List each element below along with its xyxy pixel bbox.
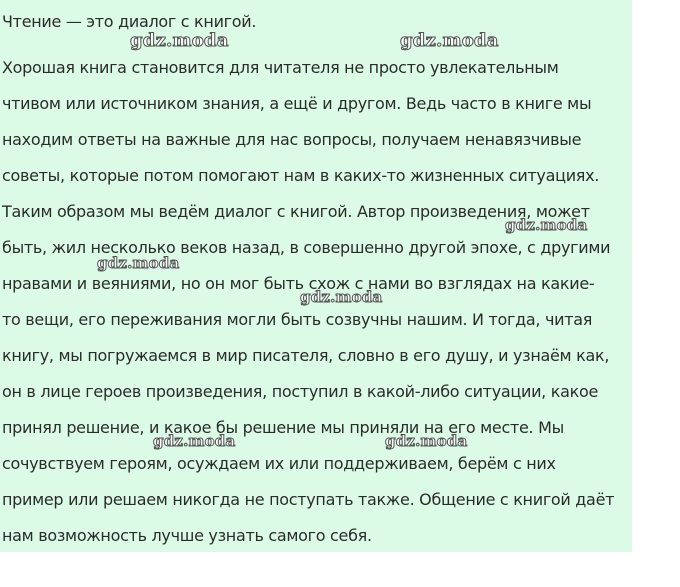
- essay-line: сочувствуем героям, осуждаем их или поддерживаем, берём с них: [2, 454, 556, 473]
- essay-line: быть, жил несколько веков назад, в совершенно другой эпохе, с другими: [2, 238, 611, 257]
- essay-line: находим ответы на важные для нас вопросы, получаем ненавязчивые: [2, 130, 582, 149]
- watermark: gdz.moda: [385, 432, 468, 450]
- essay-line: то вещи, его переживания могли быть созвучны нашим. И тогда, читая: [2, 310, 593, 329]
- watermark: gdz.moda: [97, 254, 180, 272]
- essay-line: пример или решаем никогда не поступать также. Общение с книгой даёт: [2, 490, 615, 509]
- essay-line: чтивом или источником знания, а ещё и другом. Ведь часто в книге мы: [2, 94, 592, 113]
- essay-line: советы, которые потом помогают нам в каких-то жизненных ситуациях.: [2, 166, 600, 185]
- watermark: gdz.moda: [130, 30, 229, 51]
- watermark: gdz.moda: [153, 432, 236, 450]
- essay-line: нам возможность лучше узнать самого себя.: [2, 526, 372, 545]
- essay-line: Таким образом мы ведём диалог с книгой. Автор произведения, может: [2, 202, 590, 221]
- essay-title-line: Чтение — это диалог с книгой.: [2, 12, 257, 31]
- watermark: gdz.moda: [400, 30, 499, 51]
- essay-line: принял решение, и какое бы решение мы приняли на его месте. Мы: [2, 418, 564, 437]
- essay-line: он в лице героев произведения, поступил в какой-либо ситуации, какое: [2, 382, 598, 401]
- watermark: gdz.moda: [505, 216, 588, 234]
- essay-line: книгу, мы погружаемся в мир писателя, словно в его душу, и узнаём как,: [2, 346, 610, 365]
- essay-line: нравами и веяниями, но он мог быть схож с нами во взглядах на какие-: [2, 274, 595, 293]
- essay-line: Хорошая книга становится для читателя не просто увлекательным: [2, 58, 559, 77]
- watermark: gdz.moda: [300, 288, 383, 306]
